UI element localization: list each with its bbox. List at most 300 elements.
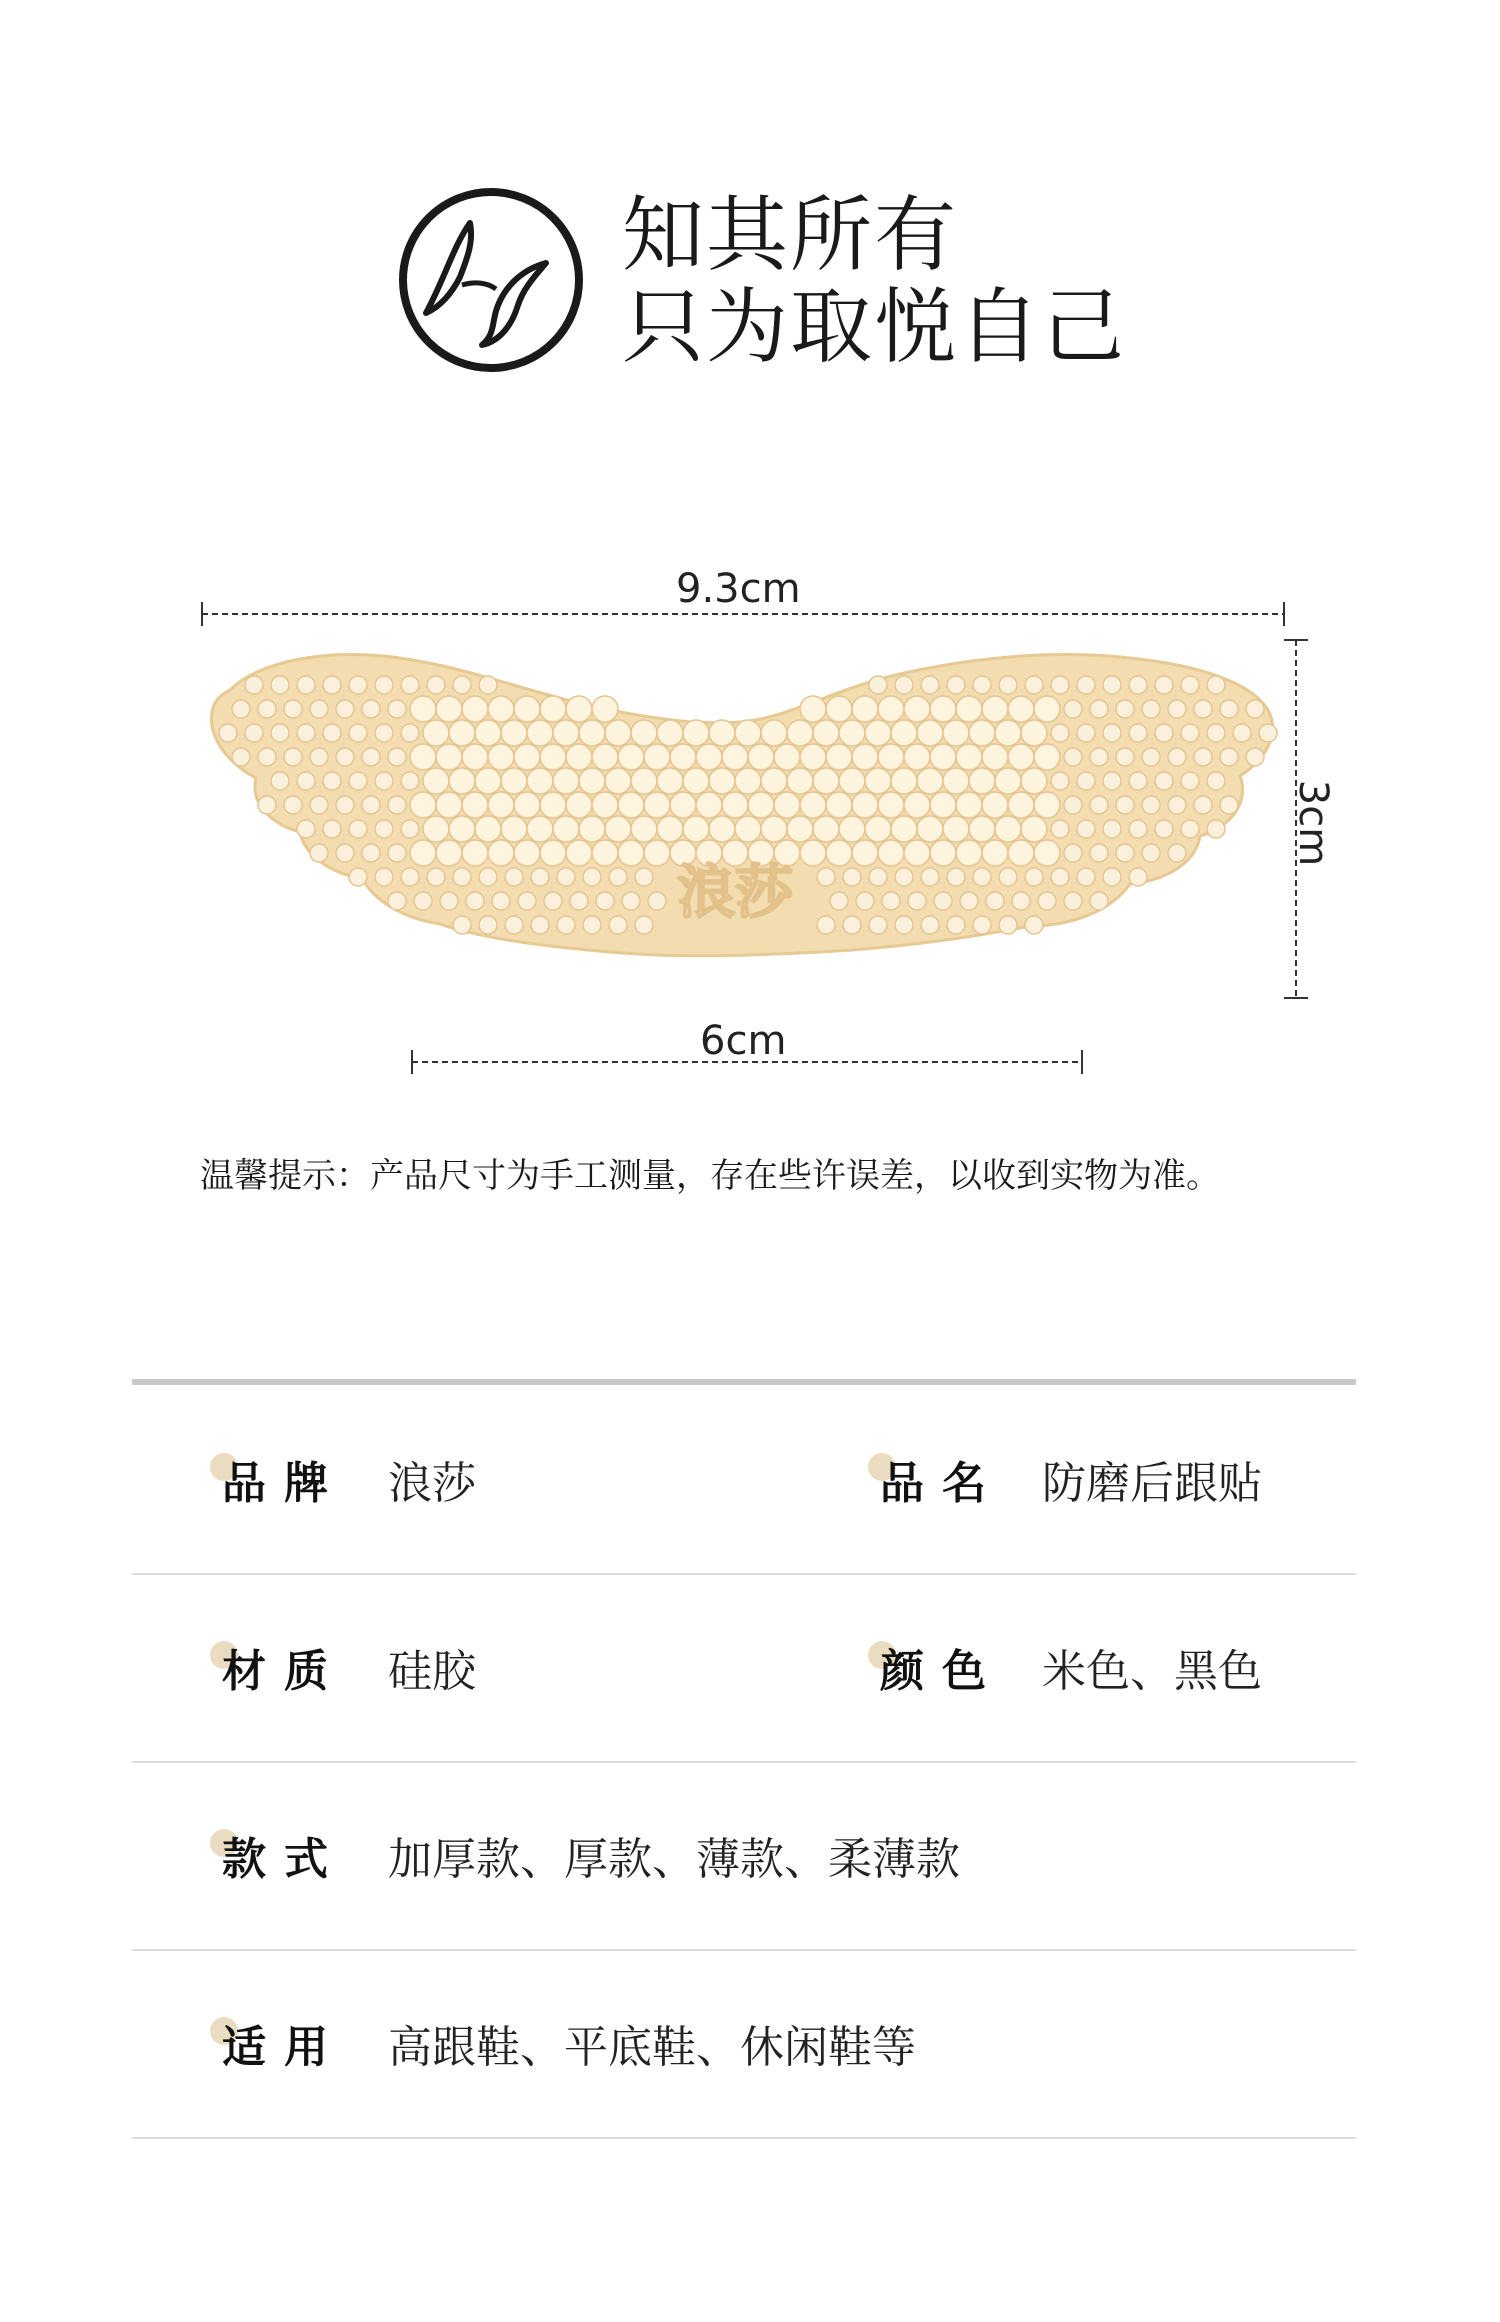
pad-bump — [1008, 744, 1034, 770]
pad-bump — [943, 768, 969, 794]
spec-key-name: 品名 — [880, 1458, 1004, 1509]
pad-bump — [1008, 696, 1034, 722]
pad-bump — [800, 744, 826, 770]
pad-bump — [488, 744, 514, 770]
pad-bump — [284, 700, 302, 718]
pad-bump — [531, 868, 549, 886]
pad-bump — [1168, 700, 1186, 718]
pad-bump — [505, 916, 523, 934]
pad-bump — [258, 748, 276, 766]
pad-bump — [865, 768, 891, 794]
pad-bump — [657, 720, 683, 746]
pad-bump — [592, 744, 618, 770]
pad-bump — [388, 748, 406, 766]
pad-bump — [605, 816, 631, 842]
pad-bump — [982, 696, 1008, 722]
pad-bump — [921, 916, 939, 934]
pad-bump — [921, 868, 939, 886]
pad-bump — [865, 816, 891, 842]
spec-value-color: 米色、黑色 — [1042, 1646, 1262, 1697]
pad-bump — [462, 840, 488, 866]
pad-bump — [683, 816, 709, 842]
pad-bump — [1090, 892, 1108, 910]
pad-bump — [648, 892, 666, 910]
pad-bump — [410, 792, 436, 818]
pad-bump — [605, 720, 631, 746]
pad-bump — [982, 744, 1008, 770]
pad-bump — [297, 724, 315, 742]
pad-bump — [414, 892, 432, 910]
pad-bump — [761, 816, 787, 842]
pad-bump — [566, 840, 592, 866]
pad-bump — [514, 792, 540, 818]
pad-bump — [843, 916, 861, 934]
pad-bump — [1064, 700, 1082, 718]
pad-bump — [1207, 772, 1225, 790]
pad-bump — [670, 744, 696, 770]
pad-bump — [349, 724, 367, 742]
pad-bump — [453, 916, 471, 934]
heel-pad-illustration — [0, 540, 1500, 1100]
pad-bump — [271, 676, 289, 694]
pad-bump — [423, 816, 449, 842]
slogan-line-2: 只为取悦自己 — [622, 280, 1127, 375]
slogan — [622, 190, 1126, 374]
pad-bump — [1129, 676, 1147, 694]
pad-bump — [1129, 868, 1147, 886]
pad-bump — [310, 748, 328, 766]
pad-bump — [1103, 676, 1121, 694]
pad-bump — [488, 792, 514, 818]
pad-bump — [813, 768, 839, 794]
pad-bump — [401, 724, 419, 742]
pad-bump — [310, 700, 328, 718]
pad-bump — [1103, 868, 1121, 886]
pad-bump — [401, 676, 419, 694]
pad-bump — [921, 676, 939, 694]
pad-bump — [917, 768, 943, 794]
pad-bump — [323, 676, 341, 694]
pad-bump — [310, 844, 328, 862]
pad-bump — [1129, 724, 1147, 742]
pad-bump — [479, 868, 497, 886]
pad-bump — [349, 772, 367, 790]
spec-value-style: 加厚款、厚款、薄款、柔薄款 — [388, 1834, 960, 1885]
pad-bump — [947, 916, 965, 934]
pad-bump — [310, 796, 328, 814]
pad-bump — [1220, 700, 1238, 718]
pad-bump — [579, 816, 605, 842]
pad-bump — [1008, 840, 1034, 866]
measurement-tip: 温馨提示：产品尺寸为手工测量，存在些许误差，以收到实物为准。 — [200, 1156, 1220, 1196]
pad-bump — [336, 748, 354, 766]
pad-bump — [995, 768, 1021, 794]
pad-bump — [1077, 820, 1095, 838]
pad-bump — [1034, 696, 1060, 722]
pad-bump — [644, 744, 670, 770]
pad-bump — [540, 744, 566, 770]
pad-bump — [644, 792, 670, 818]
pad-bump — [388, 844, 406, 862]
pad-bump — [349, 868, 367, 886]
pad-bump — [583, 868, 601, 886]
pad-bump — [904, 744, 930, 770]
pad-bump — [436, 744, 462, 770]
pad-bump — [852, 840, 878, 866]
pad-bump — [1116, 796, 1134, 814]
pad-bump — [219, 724, 237, 742]
pad-bump — [839, 768, 865, 794]
pad-bump — [557, 916, 575, 934]
pad-bump — [657, 768, 683, 794]
pad-bump — [410, 696, 436, 722]
pad-bump — [297, 676, 315, 694]
pad-bump — [947, 868, 965, 886]
pad-bump — [553, 720, 579, 746]
pad-bump — [436, 792, 462, 818]
pad-bump — [839, 720, 865, 746]
pad-bump — [1207, 724, 1225, 742]
pad-bump — [878, 792, 904, 818]
pad-bump — [388, 700, 406, 718]
pad-bump — [787, 816, 813, 842]
pad-bump — [735, 720, 761, 746]
pad-bump — [609, 868, 627, 886]
pad-bump — [466, 892, 484, 910]
pad-bump — [982, 792, 1008, 818]
pad-bump — [462, 792, 488, 818]
pad-bump — [943, 720, 969, 746]
pad-bump — [323, 724, 341, 742]
pad-bump — [592, 792, 618, 818]
pad-bump — [527, 768, 553, 794]
pad-bump — [878, 840, 904, 866]
spec-row-style — [132, 1761, 1356, 1951]
pad-bump — [475, 768, 501, 794]
pad-bump — [631, 816, 657, 842]
pad-bump — [930, 792, 956, 818]
pad-bump — [336, 700, 354, 718]
pad-bump — [869, 676, 887, 694]
pad-bump — [1077, 772, 1095, 790]
pad-bump — [605, 768, 631, 794]
pad-bump — [527, 720, 553, 746]
pad-bump — [1220, 748, 1238, 766]
brand-logo-icon — [396, 185, 586, 375]
pad-bump — [631, 720, 657, 746]
pad-bump — [670, 792, 696, 818]
pad-bump — [440, 892, 458, 910]
pad-bump — [375, 724, 393, 742]
pad-bump — [761, 768, 787, 794]
pad-bump — [973, 868, 991, 886]
pad-bump — [592, 840, 618, 866]
pad-bump — [973, 676, 991, 694]
pad-bump — [449, 816, 475, 842]
pad-bump — [683, 768, 709, 794]
pad-bump — [1051, 724, 1069, 742]
pad-bump — [284, 796, 302, 814]
pad-bump — [1077, 868, 1095, 886]
pad-bump — [904, 840, 930, 866]
pad-bump — [969, 816, 995, 842]
pad-bump — [856, 892, 874, 910]
pad-brand-mark: 浪莎 — [676, 858, 794, 926]
pad-bump — [817, 916, 835, 934]
pad-bump — [657, 816, 683, 842]
pad-bump — [683, 720, 709, 746]
pad-bump — [1142, 796, 1160, 814]
pad-bump — [891, 768, 917, 794]
pad-bump — [1090, 796, 1108, 814]
pad-bump — [1168, 844, 1186, 862]
pad-bump — [904, 792, 930, 818]
pad-bump — [362, 844, 380, 862]
spec-key-usage: 适用 — [222, 2022, 346, 2073]
pad-bump — [735, 768, 761, 794]
pad-bump — [336, 796, 354, 814]
pad-bump — [410, 840, 436, 866]
pad-bump — [1064, 844, 1082, 862]
pad-bump — [852, 744, 878, 770]
pad-bump — [800, 792, 826, 818]
spec-value-usage: 高跟鞋、平底鞋、休闲鞋等 — [388, 2022, 916, 2073]
pad-bump — [800, 696, 826, 722]
pad-bump — [635, 868, 653, 886]
dimension-inner-label: 6cm — [700, 1018, 787, 1064]
pad-bump — [1194, 796, 1212, 814]
pad-bump — [1103, 724, 1121, 742]
pad-bump — [891, 720, 917, 746]
pad-bump — [813, 720, 839, 746]
pad-bump — [895, 916, 913, 934]
pad-bump — [895, 868, 913, 886]
pad-bump — [696, 744, 722, 770]
pad-bump — [622, 892, 640, 910]
pad-bump — [826, 840, 852, 866]
pad-bump — [553, 816, 579, 842]
pad-bump — [1155, 820, 1173, 838]
pad-bump — [245, 724, 263, 742]
pad-bump — [514, 840, 540, 866]
pad-bump — [531, 916, 549, 934]
pad-bump — [1021, 816, 1047, 842]
spec-key-material: 材质 — [222, 1646, 346, 1697]
pad-bump — [449, 720, 475, 746]
pad-bump — [817, 868, 835, 886]
pad-bump — [349, 820, 367, 838]
pad-bump — [1207, 676, 1225, 694]
pad-bump — [1181, 820, 1199, 838]
pad-bump — [1103, 772, 1121, 790]
pad-bump — [709, 768, 735, 794]
slogan-line-1: 知其所有 — [622, 188, 959, 283]
pad-bump — [1021, 720, 1047, 746]
pad-bump — [423, 768, 449, 794]
pad-bump — [1220, 796, 1238, 814]
pad-bump — [956, 744, 982, 770]
pad-bump — [423, 720, 449, 746]
pad-bump — [986, 892, 1004, 910]
pad-bump — [1034, 792, 1060, 818]
spec-value-name: 防磨后跟贴 — [1042, 1458, 1262, 1509]
pad-bump — [787, 720, 813, 746]
pad-bump — [540, 792, 566, 818]
pad-bump — [995, 720, 1021, 746]
pad-bump — [826, 792, 852, 818]
pad-bump — [401, 868, 419, 886]
pad-bump — [570, 892, 588, 910]
pad-bump — [869, 868, 887, 886]
pad-bump — [631, 768, 657, 794]
pad-bump — [271, 724, 289, 742]
pad-bump — [826, 696, 852, 722]
pad-bump — [969, 720, 995, 746]
pad-bump — [1038, 892, 1056, 910]
pad-bump — [934, 892, 952, 910]
pad-bump — [800, 840, 826, 866]
pad-bump — [969, 768, 995, 794]
pad-bump — [735, 816, 761, 842]
pad-bump — [323, 772, 341, 790]
product-figure — [0, 540, 1500, 1100]
pad-bump — [388, 796, 406, 814]
pad-bump — [540, 840, 566, 866]
pad-bump — [1181, 772, 1199, 790]
pad-bump — [999, 916, 1017, 934]
pad-bump — [544, 892, 562, 910]
pad-bump — [1207, 820, 1225, 838]
pad-bump — [787, 768, 813, 794]
pad-bump — [297, 820, 315, 838]
pad-bump — [982, 840, 1008, 866]
pad-bump — [501, 720, 527, 746]
spec-row-brand — [132, 1385, 1356, 1575]
pad-bump — [1090, 700, 1108, 718]
pad-bump — [232, 748, 250, 766]
pad-bump — [1064, 796, 1082, 814]
pad-bump — [553, 768, 579, 794]
pad-bump — [1021, 768, 1047, 794]
pad-bump — [375, 868, 393, 886]
pad-bump — [1142, 748, 1160, 766]
pad-bump — [1246, 748, 1264, 766]
spec-row-material — [132, 1573, 1356, 1763]
pad-bump — [232, 700, 250, 718]
pad-bump — [908, 892, 926, 910]
pad-bump — [1142, 700, 1160, 718]
pad-bump — [375, 772, 393, 790]
pad-bump — [505, 868, 523, 886]
pad-bump — [830, 892, 848, 910]
pad-bump — [362, 748, 380, 766]
pad-bump — [943, 816, 969, 842]
pad-bump — [852, 792, 878, 818]
pad-bump — [852, 696, 878, 722]
pad-bump — [1129, 772, 1147, 790]
pad-bump — [878, 744, 904, 770]
pad-bump — [1051, 820, 1069, 838]
pad-bump — [1155, 724, 1173, 742]
pad-bump — [1181, 724, 1199, 742]
pad-bump — [583, 916, 601, 934]
pad-bump — [960, 892, 978, 910]
pad-bump — [1025, 868, 1043, 886]
pad-bump — [1034, 840, 1060, 866]
pad-bump — [826, 744, 852, 770]
pad-bump — [436, 696, 462, 722]
pad-bump — [999, 868, 1017, 886]
pad-bump — [1051, 868, 1069, 886]
pad-bump — [462, 696, 488, 722]
pad-bump — [1181, 676, 1199, 694]
pad-bump — [566, 792, 592, 818]
pad-bump — [362, 796, 380, 814]
pad-bump — [427, 676, 445, 694]
pad-bump — [865, 720, 891, 746]
pad-bump — [1051, 676, 1069, 694]
pad-bump — [618, 840, 644, 866]
pad-bump — [427, 868, 445, 886]
pad-bump — [891, 816, 917, 842]
pad-bump — [973, 916, 991, 934]
pad-bump — [349, 676, 367, 694]
pad-bump — [579, 720, 605, 746]
pad-bump — [501, 768, 527, 794]
pad-bump — [453, 676, 471, 694]
pad-bump — [1246, 700, 1264, 718]
pad-bump — [592, 696, 618, 722]
pad-bump — [1194, 700, 1212, 718]
spec-key-style: 款式 — [222, 1834, 346, 1885]
pad-bump — [501, 816, 527, 842]
pad-bump — [722, 744, 748, 770]
pad-bump — [1129, 820, 1147, 838]
pad-bump — [375, 820, 393, 838]
pad-bump — [1008, 792, 1034, 818]
pad-bump — [1168, 796, 1186, 814]
pad-bump — [566, 696, 592, 722]
pad-bump — [813, 816, 839, 842]
pad-bump — [1259, 724, 1277, 742]
pad-bump — [930, 744, 956, 770]
pad-bump — [917, 816, 943, 842]
pad-bump — [518, 892, 536, 910]
pad-bump — [878, 696, 904, 722]
pad-bump — [540, 696, 566, 722]
pad-bump — [475, 720, 501, 746]
pad-bump — [1233, 724, 1251, 742]
dimension-width-label: 9.3cm — [676, 566, 801, 612]
spec-key-color: 颜色 — [880, 1646, 1004, 1697]
pad-bump — [956, 840, 982, 866]
pad-bump — [748, 792, 774, 818]
pad-bump — [566, 744, 592, 770]
pad-bump — [258, 796, 276, 814]
pad-bump — [917, 720, 943, 746]
pad-bump — [1168, 748, 1186, 766]
pad-bump — [284, 748, 302, 766]
pad-bump — [1155, 676, 1173, 694]
pad-bump — [258, 700, 276, 718]
pad-bump — [1142, 844, 1160, 862]
pad-bump — [1116, 844, 1134, 862]
spec-value-material: 硅胶 — [388, 1646, 476, 1697]
pad-bump — [635, 916, 653, 934]
pad-bump — [1051, 772, 1069, 790]
pad-bump — [618, 792, 644, 818]
pad-bump — [869, 916, 887, 934]
